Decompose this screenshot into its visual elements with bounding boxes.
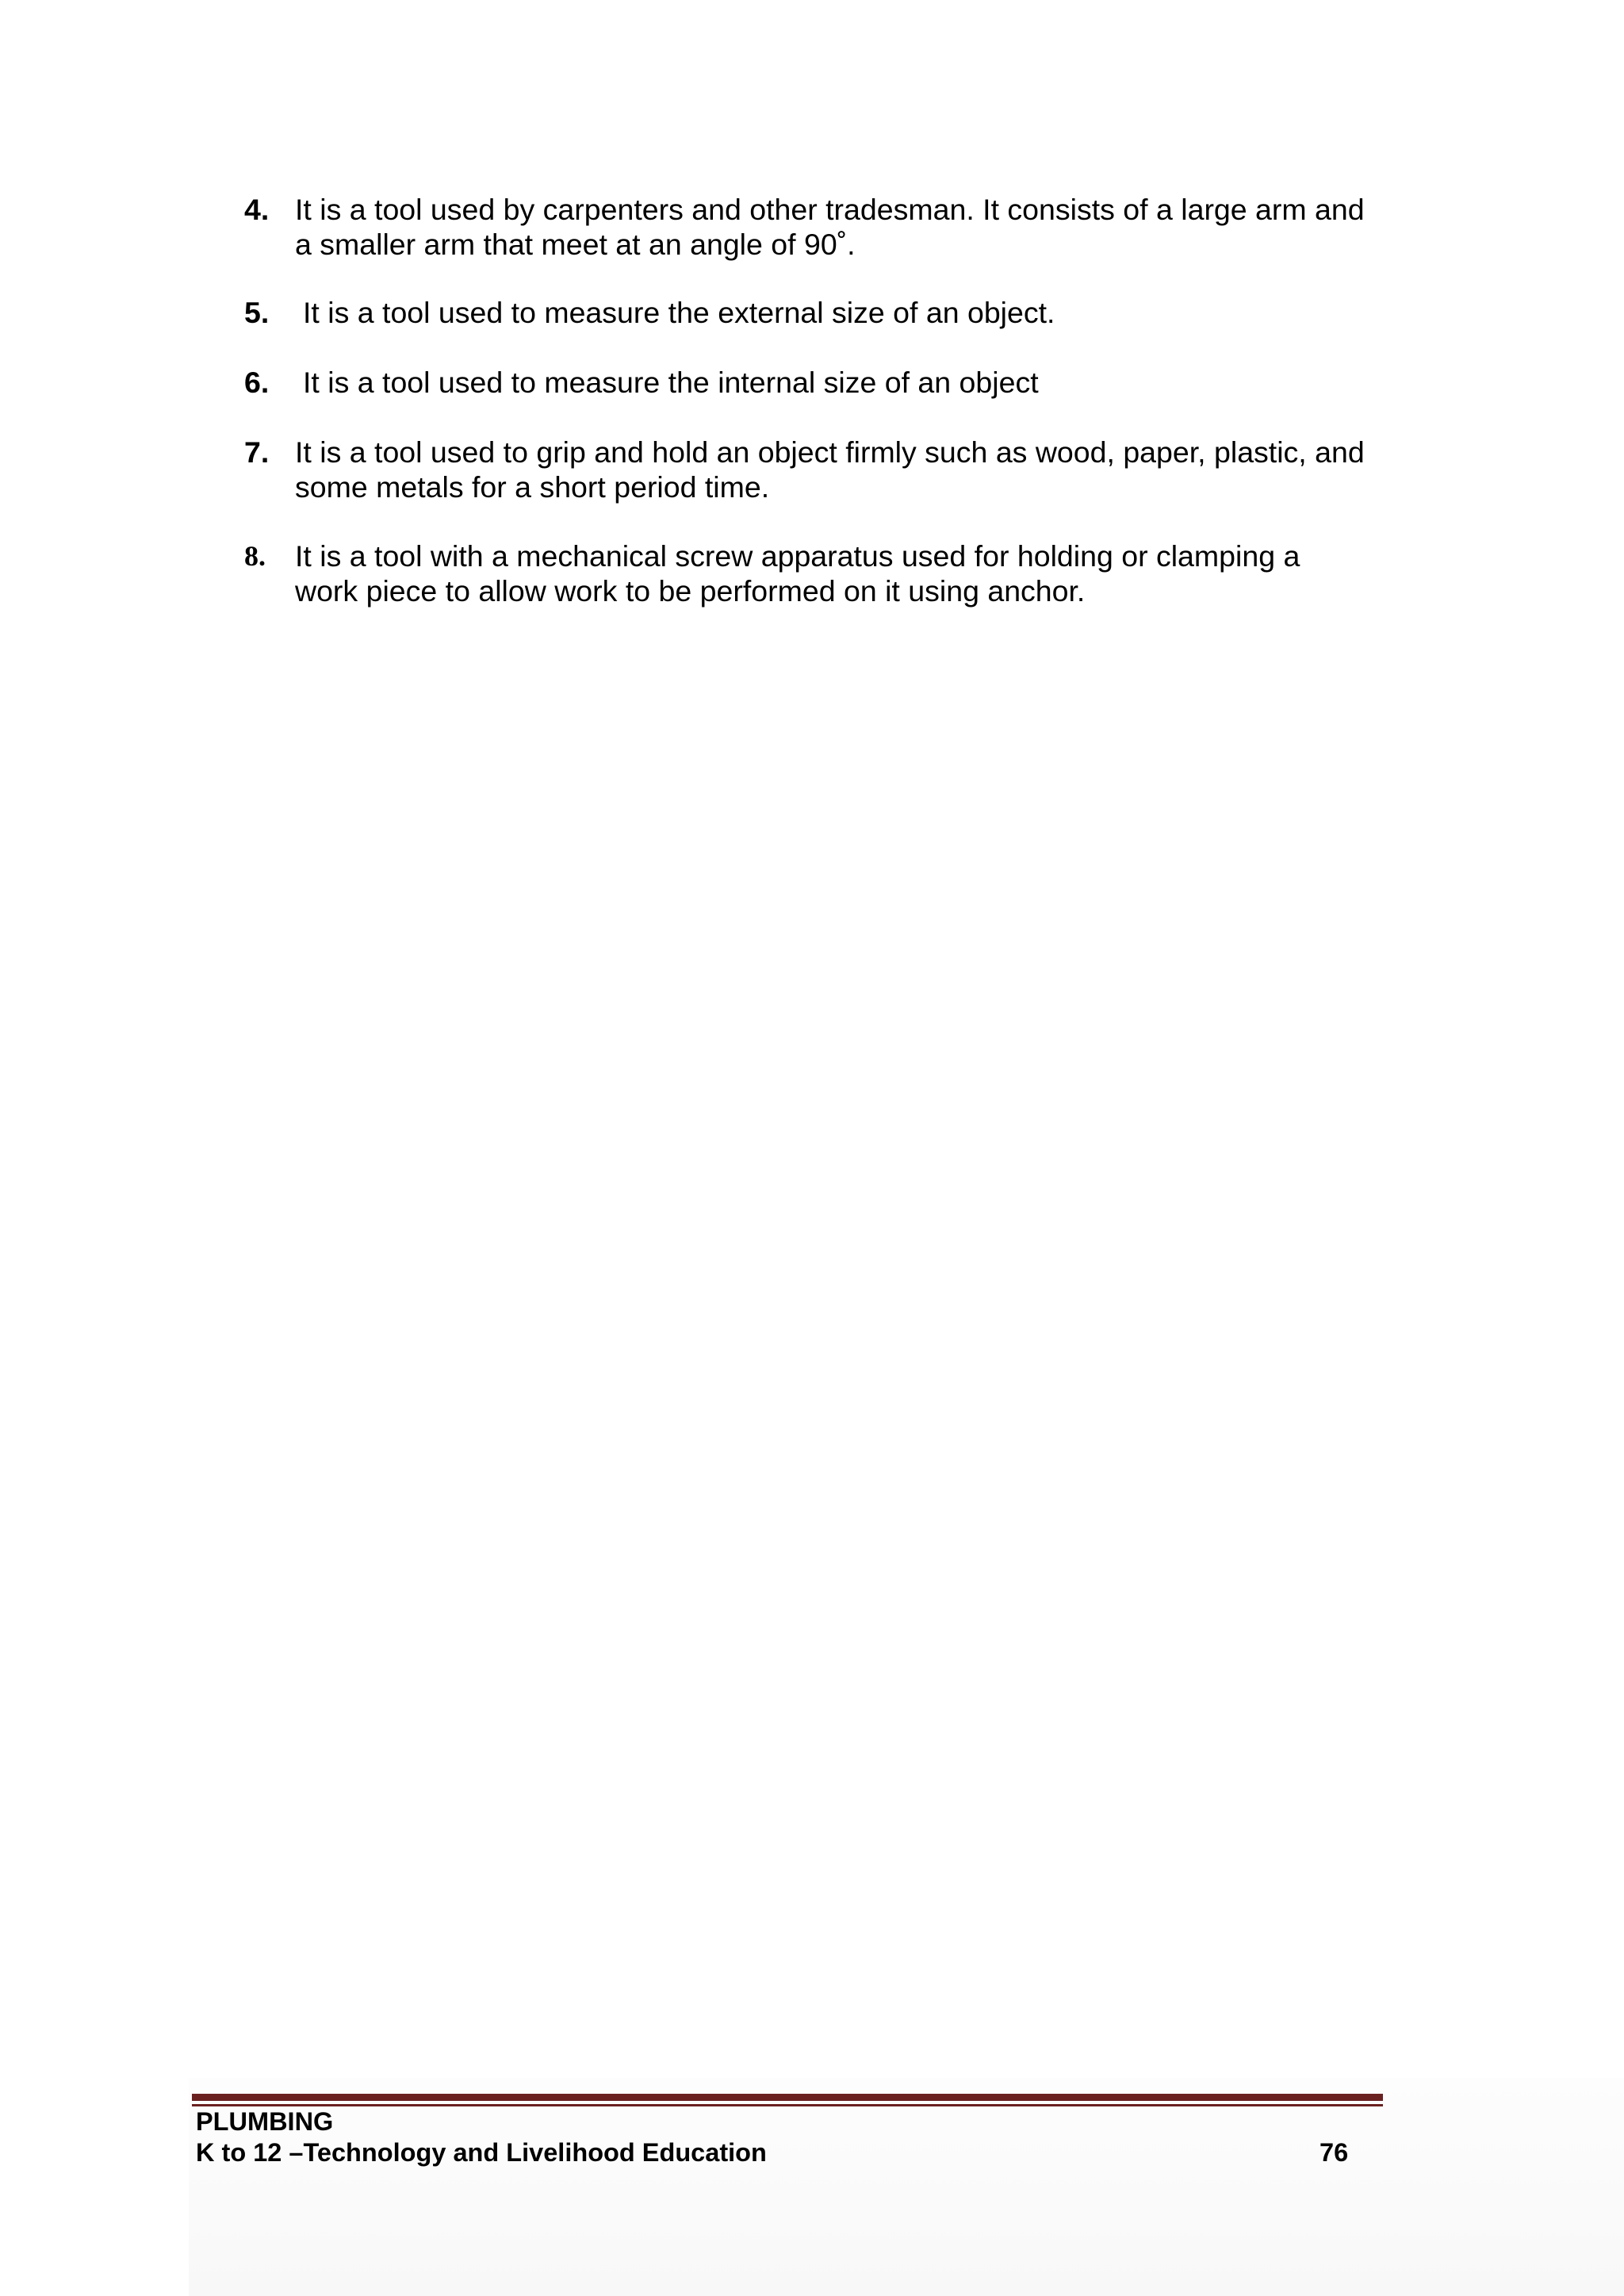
question-line: work piece to allow work to be performed on it using anchor. [295,574,1086,608]
question-number: 5. [244,296,270,329]
question-line: a smaller arm that meet at an angle of 90˚. [295,228,856,261]
question-text [303,365,1413,400]
footer-background [189,2078,1624,2296]
question-number: 8. [244,540,266,572]
question-line: It is a tool used by carpenters and other tradesman. It consists of a large arm and [295,193,1365,226]
question-number: 6. [244,366,270,399]
question-text [295,192,1405,262]
question-line: some metals for a short period time. [295,470,770,504]
question-line: It is a tool used to grip and hold an object firmly such as wood, paper, plastic, and [295,435,1365,469]
page-number: 76 [1320,2138,1349,2167]
footer-course-title: K to 12 –Technology and Livelihood Education [196,2138,767,2167]
question-text [295,539,1405,608]
question-text [303,295,1413,330]
footer-subject: PLUMBING [196,2107,334,2136]
footer-divider [192,2094,1383,2101]
question-line: It is a tool used to measure the internal size of an object [303,366,1039,399]
question-text [295,435,1405,504]
question-line: It is a tool used to measure the external size of an object. [303,296,1055,329]
question-line: It is a tool with a mechanical screw apparatus used for holding or clamping a [295,539,1300,573]
question-number: 7. [244,435,270,469]
question-number: 4. [244,193,270,226]
footer-divider-thin [192,2104,1383,2106]
